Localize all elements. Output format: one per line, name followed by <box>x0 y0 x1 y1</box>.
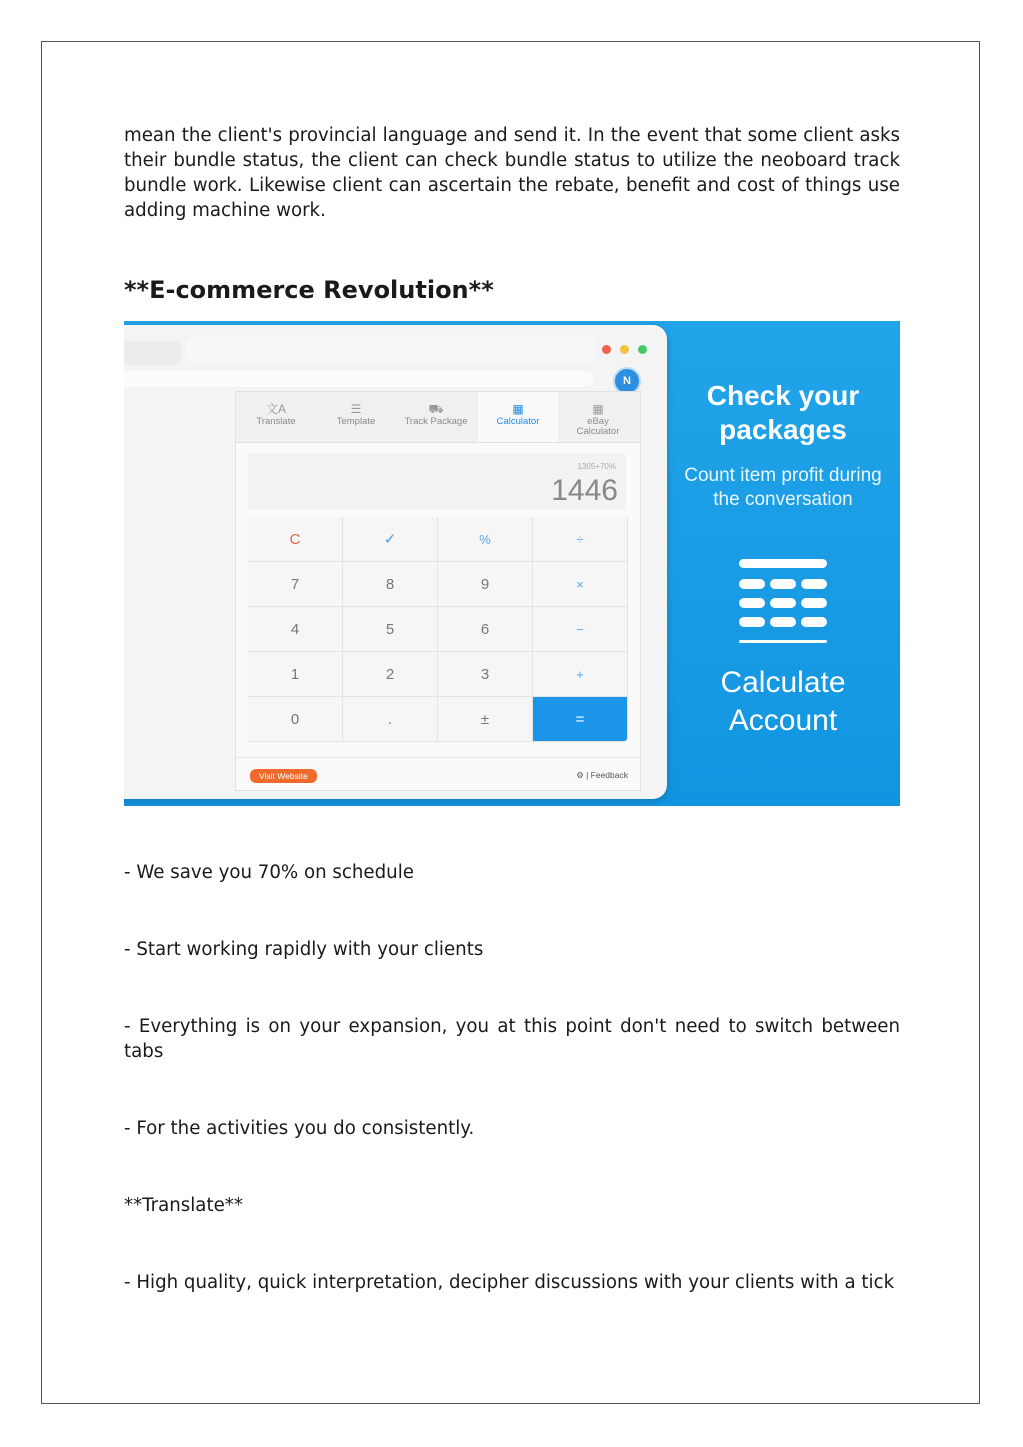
key-8[interactable]: 8 <box>343 562 438 607</box>
feedback-label: Feedback <box>590 770 628 780</box>
tab-ebay-calculator[interactable] <box>558 392 638 442</box>
key-percent[interactable]: % <box>438 517 533 562</box>
feedback-icon: ⚙ | <box>576 770 591 780</box>
calc-graphic-bar <box>801 617 827 627</box>
calculator-graphic-icon <box>739 559 827 649</box>
display-expression: 1305+70% <box>577 462 616 471</box>
key-5[interactable]: 5 <box>343 607 438 652</box>
calc-graphic-bar <box>739 579 765 589</box>
popup-footer <box>236 757 640 791</box>
intro-paragraph: mean the client's provincial language and send it. In the event that some client asks their bundle status, the client can check bundle status to utilize the neoboard track bundle work. Likewise client can ascertain the rebate, benefit and cost of things use adding machine work. <box>124 125 900 221</box>
minimize-dot-icon <box>620 345 629 354</box>
visit-website-button[interactable]: Visit Website <box>250 769 317 783</box>
bullet-item: - Start working rapidly with your clients <box>124 939 484 960</box>
key-4[interactable]: 4 <box>248 607 343 652</box>
package-icon: ⛟ <box>428 402 444 416</box>
ebay-calculator-icon: ▦ <box>592 402 604 416</box>
subheading: **Translate** <box>124 1195 243 1216</box>
key-check[interactable]: ✓ <box>343 517 438 562</box>
key-3[interactable]: 3 <box>438 652 533 697</box>
key-decimal[interactable]: . <box>343 697 438 742</box>
tab-label: eBay Calculator <box>576 416 620 437</box>
calc-graphic-bar <box>801 579 827 589</box>
promo-image <box>124 321 900 806</box>
feedback-link[interactable] <box>576 770 628 781</box>
address-bar <box>186 337 596 361</box>
key-7[interactable]: 7 <box>248 562 343 607</box>
tab-label: Translate <box>256 416 296 427</box>
bullet-item: - Everything is on your expansion, you at this point don't need to switch between tabs <box>124 1016 900 1062</box>
promo-title: Check your packages <box>706 380 860 445</box>
maximize-dot-icon <box>638 345 647 354</box>
display-value: 1446 <box>551 474 618 507</box>
key-clear[interactable]: C <box>248 517 343 562</box>
calc-graphic-bar <box>770 579 796 589</box>
calc-graphic-bar <box>739 640 827 643</box>
tab-label: Template <box>336 416 376 427</box>
calc-graphic-bar <box>739 617 765 627</box>
tab-template[interactable] <box>316 392 396 442</box>
bookmarks-bar <box>124 371 594 387</box>
tab-label: Track Package <box>404 416 468 427</box>
tab-label: Calculator <box>496 416 540 427</box>
key-divide[interactable]: ÷ <box>533 517 628 562</box>
calculator-display <box>248 454 626 510</box>
key-9[interactable]: 9 <box>438 562 533 607</box>
key-plus-minus[interactable]: ± <box>438 697 533 742</box>
browser-mockup <box>124 325 667 799</box>
key-equals[interactable]: = <box>533 697 628 742</box>
close-dot-icon <box>602 345 611 354</box>
key-plus[interactable]: + <box>533 652 628 697</box>
calculator-icon: ▦ <box>512 402 524 416</box>
browser-tab-stub <box>124 341 182 365</box>
tab-translate[interactable] <box>236 392 316 442</box>
section-heading: **E-commerce Revolution** <box>124 276 494 304</box>
promo-subtitle: Count item profit during the conversation <box>684 465 882 510</box>
key-0[interactable]: 0 <box>248 697 343 742</box>
calc-graphic-bar <box>770 617 796 627</box>
bullet-item: - High quality, quick interpretation, decipher discussions with your clients with a tick <box>124 1272 895 1293</box>
key-minus[interactable]: − <box>533 607 628 652</box>
template-icon: ☰ <box>350 402 362 416</box>
calc-graphic-bar <box>770 598 796 608</box>
calc-graphic-bar <box>739 559 827 568</box>
tab-calculator[interactable] <box>478 392 558 442</box>
bullet-item: - For the activities you do consistently. <box>124 1118 475 1139</box>
key-multiply[interactable]: × <box>533 562 628 607</box>
extension-popup <box>235 391 641 791</box>
key-1[interactable]: 1 <box>248 652 343 697</box>
translate-icon: 文A <box>265 402 286 416</box>
calc-graphic-bar <box>801 598 827 608</box>
tab-bar <box>236 392 640 443</box>
promo-calculate-label: Calculate Account <box>720 666 846 737</box>
extension-logo-icon: N <box>613 367 641 395</box>
bullet-item: - We save you 70% on schedule <box>124 862 414 883</box>
calc-graphic-bar <box>739 598 765 608</box>
key-6[interactable]: 6 <box>438 607 533 652</box>
tab-track-package[interactable] <box>396 392 476 442</box>
key-2[interactable]: 2 <box>343 652 438 697</box>
keypad <box>248 517 628 743</box>
